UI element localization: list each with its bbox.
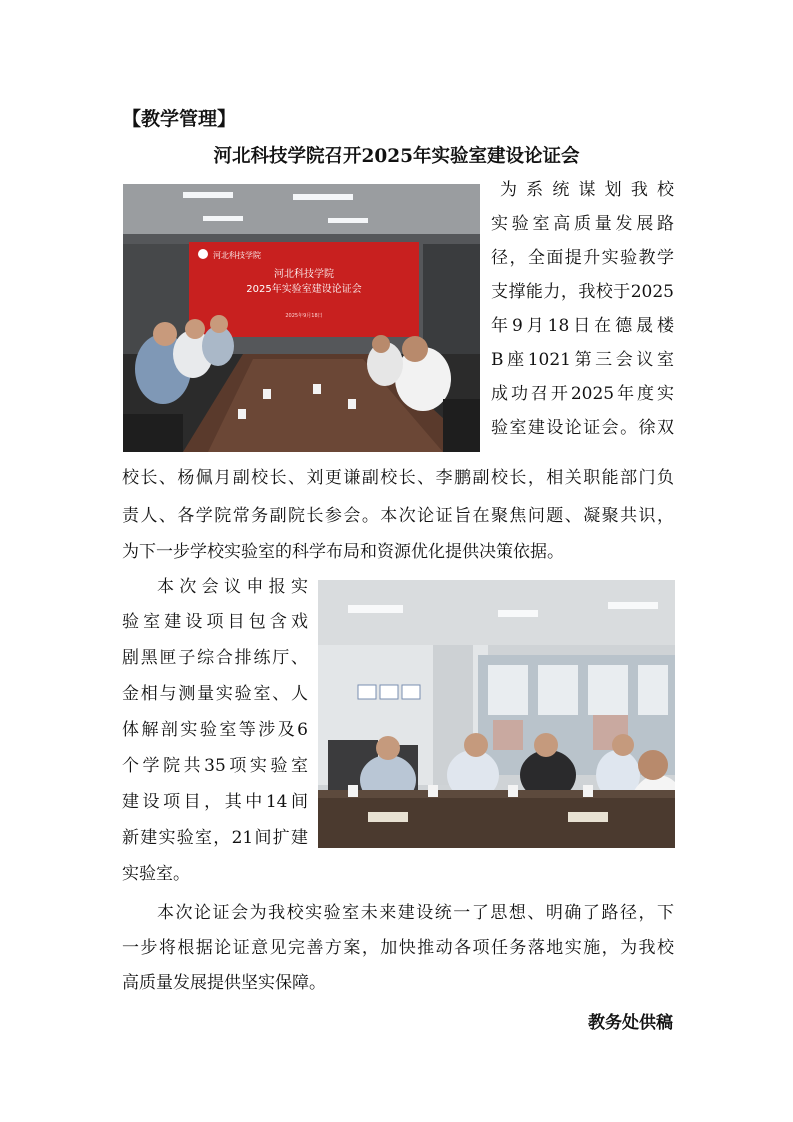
para3-line: 本次论证会为我校实验室未来建设统一了思想、明确了路径，下 — [157, 903, 674, 923]
credit-line: 教务处供稿 — [588, 1013, 673, 1033]
para2-line: 建设项目，其中14间 — [122, 792, 308, 812]
para1-line: 径，全面提升实验教学 — [491, 248, 674, 268]
para1-line: B座1021第三会议室 — [491, 350, 674, 370]
para1-line: 支撑能力，我校于2025 — [491, 282, 674, 302]
meeting-photo-2 — [318, 580, 675, 848]
para2-line: 新建实验室，21间扩建 — [122, 828, 308, 848]
section-tag: 【教学管理】 — [122, 108, 237, 130]
para1-line: 校长、杨佩月副校长、刘更谦副校长、李鹏副校长，相关职能部门负 — [122, 468, 674, 488]
para1-line: 成功召开2025年度实 — [491, 384, 674, 404]
para1-line: 实验室高质量发展路 — [491, 214, 674, 234]
screen-line1: 河北科技学院 — [274, 269, 334, 280]
para1-line: 责人、各学院常务副院长参会。本次论证旨在聚焦问题、凝聚共识， — [122, 506, 674, 526]
para1-line: 验室建设论证会。徐双 — [491, 418, 674, 438]
para2-line: 个学院共35项实验室 — [122, 756, 308, 776]
para2-line: 实验室。 — [122, 864, 190, 884]
para3-line: 一步将根据论证意见完善方案，加快推动各项任务落地实施，为我校 — [122, 938, 674, 958]
screen-logo-text: 河北科技学院 — [213, 251, 261, 260]
screen-line2: 2025年实验室建设论证会 — [246, 284, 362, 295]
para1-line: 为下一步学校实验室的科学布局和资源优化提供决策依据。 — [122, 542, 564, 562]
para1-line: 为系统谋划我校 — [500, 180, 674, 200]
para2-line: 体解剖实验室等涉及6 — [122, 720, 308, 740]
screen-date: 2025年9月18日 — [285, 313, 323, 319]
para2-line: 验室建设项目包含戏 — [122, 612, 308, 632]
article-title: 河北科技学院召开2025年实验室建设论证会 — [213, 146, 580, 167]
meeting-photo-2-image — [318, 580, 675, 848]
meeting-photo-1-image — [123, 184, 480, 452]
meeting-photo-1 — [123, 184, 480, 452]
para2-line: 金相与测量实验室、人 — [122, 684, 308, 704]
para2-line: 本次会议申报实 — [157, 577, 308, 597]
para2-line: 剧黑匣子综合排练厅、 — [122, 648, 308, 668]
para3-line: 高质量发展提供坚实保障。 — [122, 973, 326, 993]
para1-line: 年9月18日在德晟楼 — [491, 316, 674, 336]
